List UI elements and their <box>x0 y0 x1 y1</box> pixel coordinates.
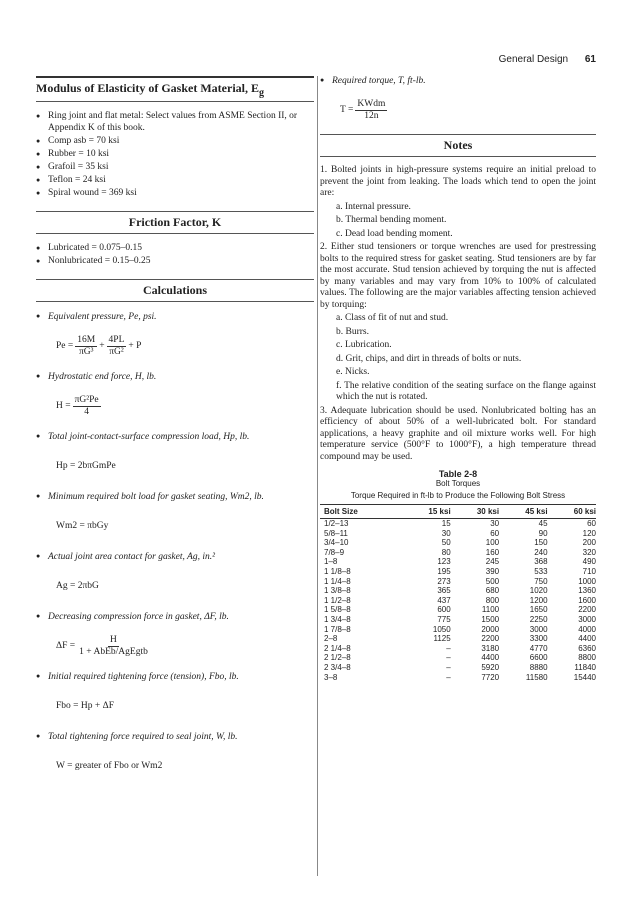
torque-cell: 30 <box>441 528 451 538</box>
torque-cell: 50 <box>441 538 451 548</box>
modulus-item: ● Rubber = 10 ksi <box>36 148 314 160</box>
torque-cell: 45 <box>538 519 548 528</box>
equation-df: ΔF = $\frac{H}{\text{1 + AbEb/AgEgtb}}$ <box>56 634 148 657</box>
torque-cell: 710 <box>582 566 596 576</box>
torque-cell: 2200 <box>578 605 596 615</box>
torque-cell: 100 <box>485 538 500 548</box>
bolt-size-cell: 5/8–11 <box>324 528 348 538</box>
torque-cell: 1650 <box>529 605 548 615</box>
equation-fbo: Fbo = Hp + ΔF <box>56 701 115 712</box>
note-subitem: b. Burrs. <box>336 326 369 337</box>
torque-cell: 533 <box>534 566 548 576</box>
torque-cell: 80 <box>441 547 451 557</box>
torque-cell: 2250 <box>529 614 548 624</box>
note-subitem: e. Nicks. <box>336 367 370 377</box>
column-header: Bolt Size <box>320 505 402 519</box>
torque-cell: 775 <box>437 614 451 624</box>
calc-item: ● Total joint-contact-surface compression load, Hp, lb. <box>36 432 314 442</box>
table-row <box>320 577 596 587</box>
calculations-heading: Calculations <box>36 279 314 302</box>
torque-cell: 60 <box>587 519 596 528</box>
torque-cell: 11580 <box>525 672 548 682</box>
table-row <box>320 673 596 683</box>
table-row <box>320 586 596 596</box>
torque-cell: 150 <box>534 538 548 548</box>
calc-item: ● Initial required tightening force (tension), Fbo, lb. <box>36 672 314 682</box>
friction-item: ● Nonlubricated = 0.15–0.25 <box>36 255 314 267</box>
torque-cell: 4400 <box>578 634 596 644</box>
note-subitem: c. Lubrication. <box>336 340 392 350</box>
torque-cell: – <box>446 672 451 682</box>
torque-cell: 15 <box>441 519 451 528</box>
bolt-size-cell: 2 1/2–8 <box>324 653 351 663</box>
right-column <box>320 76 596 682</box>
torque-cell: 160 <box>485 547 500 557</box>
calc-item: ● Total tightening force required to seal joint, W, lb. <box>36 732 314 742</box>
torque-cell: 1050 <box>432 624 451 634</box>
torque-cell: 1200 <box>529 595 548 605</box>
bolt-size-cell: 2 1/4–8 <box>324 643 351 653</box>
modulus-item: ● Spiral wound = 369 ksi <box>36 187 314 199</box>
torque-cell: 4400 <box>481 653 500 663</box>
torque-cell: 4770 <box>529 643 548 653</box>
bolt-torque-table <box>320 504 596 682</box>
modulus-item: ● Grafoil = 35 ksi <box>36 161 314 173</box>
equation-hp: Hp = 2bπGmPe <box>56 461 116 472</box>
torque-cell: 1600 <box>578 595 596 605</box>
bolt-size-cell: 1/2–13 <box>324 519 349 528</box>
equation-pe: Pe = $\frac{16M}{\text{πG³}}$ + $\frac{4PL}{\text{πG²}}$ + P <box>56 334 142 357</box>
table-row <box>320 625 596 635</box>
equation-wm2: Wm2 = πbGy <box>56 521 109 532</box>
table-row <box>320 529 596 539</box>
column-header: 30 ksi <box>451 505 499 519</box>
note-subitem: c. Dead load bending moment. <box>336 228 453 239</box>
torque-cell: 245 <box>485 557 500 567</box>
bolt-size-cell: 3–8 <box>324 672 338 682</box>
table-row <box>320 567 596 577</box>
torque-cell: 120 <box>582 528 596 538</box>
torque-cell: 1000 <box>578 576 596 586</box>
table-row <box>320 557 596 567</box>
torque-cell: 5920 <box>481 662 500 672</box>
modulus-list <box>36 110 314 199</box>
torque-cell: 1020 <box>529 586 548 596</box>
friction-list <box>36 242 314 267</box>
bolt-size-cell: 1 3/8–8 <box>324 586 351 596</box>
torque-cell: – <box>446 653 451 663</box>
equation-ag: Ag = 2πbG <box>56 581 99 592</box>
torque-cell: 368 <box>534 557 548 567</box>
torque-cell: 15440 <box>573 672 596 682</box>
bolt-size-cell: 2 3/4–8 <box>324 662 351 672</box>
torque-cell: 3000 <box>578 614 596 624</box>
modulus-item: ● Ring joint and flat metal: Select values from ASME Section II, or Appendix K of this book. <box>36 110 314 134</box>
modulus-heading: Modulus of Elasticity of Gasket Material, $E_g$ <box>36 76 314 102</box>
torque-cell: 90 <box>538 528 548 538</box>
bolt-size-cell: 1 1/2–8 <box>324 595 351 605</box>
column-divider <box>317 76 318 876</box>
bolt-size-cell: 3/4–10 <box>324 538 349 548</box>
torque-cell: 200 <box>582 538 596 548</box>
calc-item: ● Hydrostatic end force, H, lb. <box>36 372 314 382</box>
torque-cell: 1100 <box>481 605 500 615</box>
table-caption: Torque Required in ft-lb to Produce the Following Bolt Stress <box>350 491 566 500</box>
table-title: Table 2-8 <box>438 469 478 479</box>
bolt-size-cell: 2–8 <box>324 634 338 644</box>
notes-list <box>320 165 596 463</box>
bolt-size-cell: 1 1/8–8 <box>324 566 351 576</box>
left-column <box>36 76 314 790</box>
calc-item: ● Actual joint area contact for gasket, Ag, in.² <box>36 552 314 562</box>
torque-cell: 600 <box>437 605 451 615</box>
column-header: 45 ksi <box>499 505 547 519</box>
note-subitem: a. Class of fit of nut and stud. <box>336 313 449 323</box>
torque-cell: 4000 <box>578 624 596 634</box>
note-subitem: b. Thermal bending moment. <box>336 215 447 225</box>
friction-item: ● Lubricated = 0.075–0.15 <box>36 242 314 254</box>
bolt-size-cell: 7/8–9 <box>324 547 345 557</box>
torque-cell: 195 <box>437 566 451 576</box>
note-item: 1. Bolted joints in high-pressure systems require an initial preload to prevent the joint from leaking. The loads which tend to open the joint are: <box>320 165 596 198</box>
calc-item: ● Decreasing compression force in gasket, ΔF, lb. <box>36 612 314 622</box>
note-subitem: f. The relative condition of the seating surface on the flange against which the nut is rotated. <box>336 380 596 402</box>
torque-cell: 490 <box>582 557 596 567</box>
page-number: 61 <box>584 54 596 65</box>
torque-label: ● Required torque, T, ft-lb. <box>320 76 596 86</box>
table-row <box>320 538 596 548</box>
torque-cell: 123 <box>437 557 451 567</box>
torque-cell: 273 <box>437 576 451 586</box>
modulus-item: ● Teflon = 24 ksi <box>36 174 314 186</box>
torque-cell: 3300 <box>529 634 548 644</box>
column-header: 60 ksi <box>548 505 596 519</box>
torque-cell: 750 <box>534 576 548 586</box>
table-row <box>320 615 596 625</box>
equation-w: W = greater of Fbo or Wm2 <box>56 761 163 772</box>
column-header: 15 ksi <box>402 505 450 519</box>
torque-cell: 437 <box>437 595 451 605</box>
torque-cell: – <box>446 643 451 653</box>
calc-item: ● Minimum required bolt load for gasket seating, Wm2, lb. <box>36 492 314 502</box>
torque-cell: 3000 <box>529 624 548 634</box>
table-row <box>320 596 596 606</box>
bolt-size-cell: 1 5/8–8 <box>324 605 351 615</box>
table-row <box>320 663 596 673</box>
bolt-size-cell: 1–8 <box>324 557 338 567</box>
equation-torque: T = $\frac{\text{KWdm}}{12n}$ <box>340 98 386 121</box>
torque-cell: 2000 <box>481 624 500 634</box>
torque-cell: 500 <box>485 576 500 586</box>
torque-cell: 365 <box>437 586 451 596</box>
table-row <box>320 548 596 558</box>
torque-cell: 1125 <box>433 634 451 644</box>
running-header <box>499 54 596 65</box>
torque-cell: 680 <box>485 586 500 596</box>
bolt-size-cell: 1 1/4–8 <box>324 576 351 586</box>
torque-cell: 60 <box>490 528 500 538</box>
torque-cell: 8880 <box>529 662 548 672</box>
torque-cell: 800 <box>485 595 500 605</box>
bolt-size-cell: 1 7/8–8 <box>324 624 351 634</box>
torque-cell: 8800 <box>578 653 596 663</box>
table-subtitle: Bolt Torques <box>435 479 481 488</box>
torque-cell: – <box>446 662 451 672</box>
table-header-row <box>320 505 596 519</box>
torque-cell: 7720 <box>481 672 500 682</box>
note-item: 2. Either stud tensioners or torque wrenches are used for prestressing bolts to the required stress for gasket seating. Stud tensioners are by far the most accurate. Stud tension achieved by torquing the nut is affected by many variables and may vary from 10% to 100% of calculated values. The following are the major variables affecting tension achieved by torquing: <box>320 242 596 310</box>
torque-cell: 6360 <box>578 643 596 653</box>
torque-cell: 2200 <box>481 634 500 644</box>
torque-cell: 240 <box>534 547 548 557</box>
table-row <box>320 653 596 663</box>
table-row <box>320 519 596 529</box>
table-row <box>320 634 596 644</box>
section-name: General Design <box>498 54 569 65</box>
torque-cell: 11840 <box>574 662 596 672</box>
note-subitem: a. Internal pressure. <box>336 201 411 212</box>
table-row <box>320 605 596 615</box>
torque-cell: 390 <box>485 566 500 576</box>
torque-cell: 320 <box>582 547 596 557</box>
notes-heading: Notes <box>320 134 596 157</box>
torque-cell: 1500 <box>481 614 500 624</box>
table-body <box>320 519 596 683</box>
torque-cell: 1360 <box>578 586 596 596</box>
torque-cell: 3180 <box>481 643 500 653</box>
friction-heading: Friction Factor, K <box>36 211 314 234</box>
table-row <box>320 644 596 654</box>
torque-cell: 30 <box>490 519 500 528</box>
note-subitem: d. Grit, chips, and dirt in threads of bolts or nuts. <box>336 353 522 364</box>
equation-h: H = $\frac{\text{πG²Pe}}{4}$ <box>56 394 99 417</box>
note-item: 3. Adequate lubrication should be used. Nonlubricated bolting has an efficiency of about 50% of a well-lubricated bolt. For standard applications, a heavy graphite and oil mixture works well. For high temperature service (500°F to 1000°F), a high temperature thread compound may be used. <box>320 405 596 462</box>
calc-item: ● Equivalent pressure, Pe, psi. <box>36 312 314 322</box>
bolt-size-cell: 1 3/4–8 <box>324 614 351 624</box>
modulus-item: ● Comp asb = 70 ksi <box>36 135 314 147</box>
torque-cell: 6600 <box>529 653 548 663</box>
